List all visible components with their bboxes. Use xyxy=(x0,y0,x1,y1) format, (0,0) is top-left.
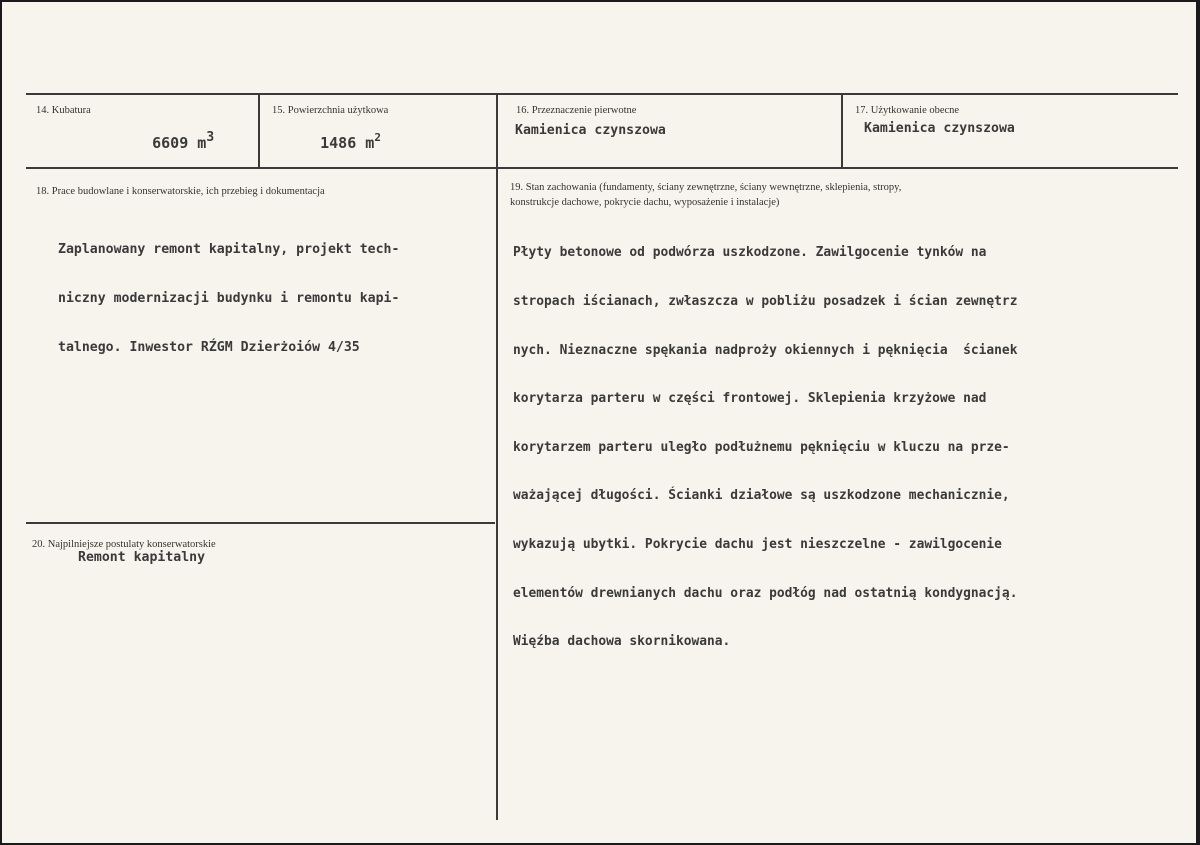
stan-line: elementów drewnianych dachu oraz podłóg nad ostatnią kondygnacją. xyxy=(513,585,1018,601)
powierzchnia-label: 15. Powierzchnia użytkowa xyxy=(272,105,389,116)
stan-line: Więźba dachowa skornikowana. xyxy=(513,634,731,650)
powierzchnia-number: 1486 xyxy=(320,134,357,153)
col-divider-1 xyxy=(258,93,260,168)
kubatura-unit: m xyxy=(197,134,207,153)
przeznaczenie-label: 16. Przeznaczenie pierwotne xyxy=(516,105,637,116)
row-divider-top xyxy=(26,93,1178,95)
stan-label-line: konstrukcje dachowe, pokrycie dachu, wyposażenie i instalacje) xyxy=(510,197,780,208)
powierzchnia-value xyxy=(284,119,381,170)
postulaty-label: 20. Najpilniejsze postulaty konserwatorskie xyxy=(32,539,216,550)
stan-line: nych. Nieznaczne spękania nadproży okiennych i pęknięcia ścianek xyxy=(513,342,1018,358)
prace-line: Zaplanowany remont kapitalny, projekt tech- xyxy=(58,242,400,258)
stan-line: korytarza parteru w części frontowej. Sklepienia krzyżowe nad xyxy=(513,391,987,407)
przeznaczenie-value: Kamienica czynszowa xyxy=(515,123,666,138)
stan-line: korytarzem parteru uległo podłużnemu pęknięciu w kluczu na prze- xyxy=(513,439,1010,455)
stan-line: ważającej długości. Ścianki działowe są uszkodzone mechanicznie, xyxy=(513,488,1010,504)
stan-line: Płyty betonowe od podwórza uszkodzone. Zawilgocenie tynków na xyxy=(513,245,987,261)
kubatura-label: 14. Kubatura xyxy=(36,105,91,116)
stan-text xyxy=(513,213,1017,683)
prace-text xyxy=(58,210,399,388)
kubatura-number: 6609 xyxy=(152,134,189,153)
stan-label-line: 19. Stan zachowania (fundamenty, ściany zewnętrzne, ściany wewnętrzne, sklepienia, stropy, xyxy=(510,182,902,193)
kubatura-value xyxy=(116,119,214,170)
stan-line: stropach iścianach, zwłaszcza w pobliżu posadzek i ścian zewnętrz xyxy=(513,294,1018,310)
col-divider-3 xyxy=(841,93,843,168)
stan-line: wykazują ubytki. Pokrycie dachu jest nieszczelne - zawilgocenie xyxy=(513,537,1002,553)
uzytkowanie-value: Kamienica czynszowa xyxy=(864,121,1015,136)
row-divider-left-bottom xyxy=(26,522,495,524)
uzytkowanie-label: 17. Użytkowanie obecne xyxy=(855,105,960,116)
kubatura-unit-exp: 3 xyxy=(206,130,215,146)
postulaty-value: Remont kapitalny xyxy=(78,550,206,565)
form-sheet xyxy=(2,2,1196,843)
prace-label: 18. Prace budowlane i konserwatorskie, ich przebieg i dokumentacja xyxy=(36,186,325,197)
prace-line: talnego. Inwestor RŹGM Dzierżoiów 4/35 xyxy=(58,339,360,355)
powierzchnia-unit-exp: 2 xyxy=(374,131,381,145)
prace-line: niczny modernizacji budynku i remontu kapi- xyxy=(58,291,400,307)
col-divider-2 xyxy=(496,93,498,820)
powierzchnia-unit: m xyxy=(365,134,375,153)
